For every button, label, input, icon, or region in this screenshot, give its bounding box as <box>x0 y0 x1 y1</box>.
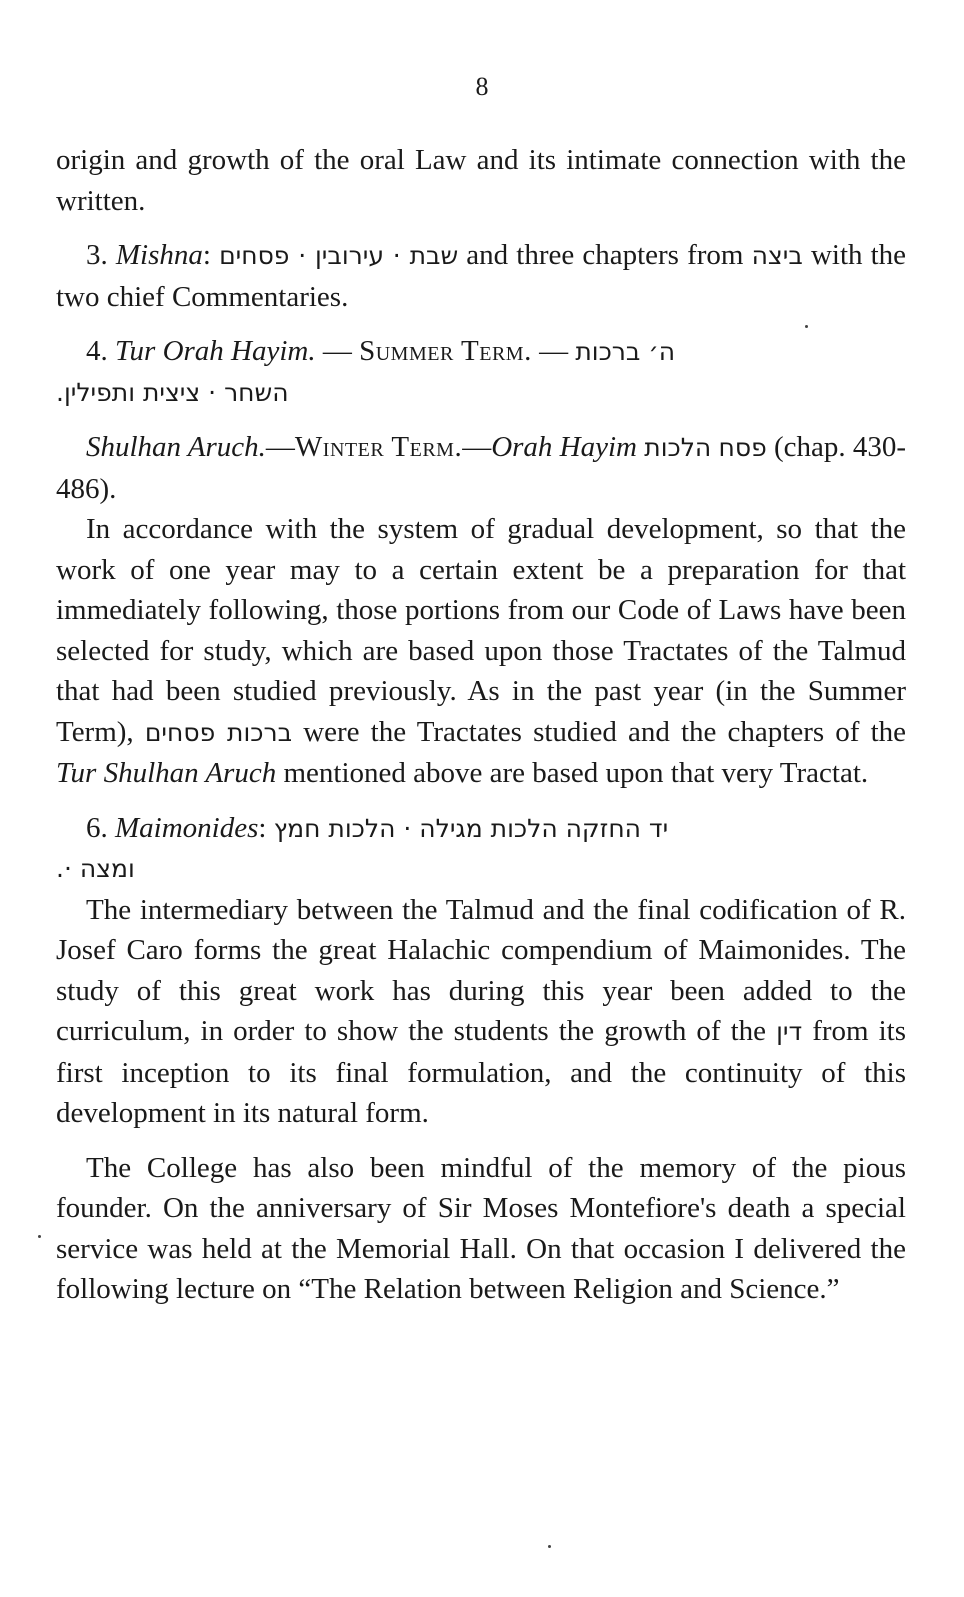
item-3-mishna <box>56 235 906 317</box>
item-3-sep: : <box>202 239 211 271</box>
paragraph-college-memory: The College has also been mindful of the memory of the pious founder. On the anniversary of Sir Moses Montefiore's death a special service was held at the Memorial Hall. On that occasion I delivered the following lecture on “The Relation between Religion and Science.” <box>56 1151 906 1305</box>
para2-text-1: The intermediary between the Talmud and the final codification of R. Josef Caro forms the great Halachic compendium of Maimonides. The study of this great work has during this year been added to the curriculum, in order to show the students the growth of the <box>56 893 906 1047</box>
item-4-hebrew-2: השחר · ציצית ותפילין. <box>56 377 289 407</box>
item-4-dash-2: — <box>539 335 569 367</box>
para2-hebrew: דין <box>776 1017 803 1046</box>
shulhan-hebrew-2: פסח <box>718 433 767 462</box>
item-3-number: 3. <box>86 239 108 271</box>
item-6-hebrew: יד החזקה הלכות מגילה · הלכות חמץ <box>273 813 669 843</box>
shulhan-chap: (chap. 430-486). <box>56 431 907 505</box>
item-3-hebrew: שבת · עירובין · פסחים <box>219 241 459 270</box>
print-speck <box>805 325 808 328</box>
para1-hebrew: ברכות פסחים <box>144 717 293 747</box>
shulhan-dash-1: — <box>265 431 295 463</box>
page-number: 8 <box>475 72 489 101</box>
paragraph-gradual-development <box>56 509 906 794</box>
para1-italic: Tur Shulhan Aruch <box>56 757 277 789</box>
shulhan-dash-2: — <box>462 431 492 463</box>
para1-text-1: In accordance with the system of gradual development, so that the work of one year may to a certain extent be a preparation for that immediately following, those portions from our Code of Laws have been selected for study, which are based upon those Tractates of the Talmud that had been studied previously. As in the past year (in the Summer Term), <box>56 513 906 748</box>
shulhan-subject: Orah Hayim <box>491 431 637 463</box>
item-4-tur <box>56 331 906 413</box>
item-6-hebrew-2: ומצה ·. <box>56 854 135 883</box>
item-4-hebrew: ה׳ ברכות <box>575 337 676 366</box>
shulhan-title: Shulhan Aruch. <box>86 431 266 463</box>
item-6-maimonides <box>56 808 906 890</box>
print-speck <box>38 1235 41 1238</box>
item-3-text-2: with the two chief Commentaries. <box>56 239 907 313</box>
item-4-term: Summer Term. <box>359 335 532 367</box>
para2-text-2: from its first inception to its final formulation, and the continuity of this development in its natural form. <box>56 1015 907 1129</box>
para1-text-3: mentioned above are based upon that very Tractat. <box>283 757 869 789</box>
item-4-number: 4. <box>86 335 108 367</box>
para1-text-2: were the Tractates studied and the chapters of the <box>303 715 907 748</box>
intro-paragraph: origin and growth of the oral Law and its intimate connection with the written. <box>56 144 906 217</box>
item-6-sep: : <box>258 811 267 844</box>
paragraph-intermediary <box>56 890 906 1134</box>
shulhan-hebrew: הלכות <box>644 433 712 462</box>
print-speck <box>548 1545 551 1548</box>
item-4-dash-1: — <box>322 335 352 367</box>
body-text <box>56 140 906 1310</box>
shulhan-aruch-entry <box>56 427 906 509</box>
item-3-hebrew-2: ביצה <box>751 241 803 270</box>
item-6-title: Maimonides <box>115 811 259 844</box>
shulhan-term: Winter Term. <box>294 431 463 463</box>
item-4-title: Tur Orah Hayim. <box>115 335 316 367</box>
item-3-text: and three chapters from <box>466 239 744 271</box>
item-6-number: 6. <box>86 811 108 844</box>
item-3-title: Mishna <box>115 239 203 271</box>
